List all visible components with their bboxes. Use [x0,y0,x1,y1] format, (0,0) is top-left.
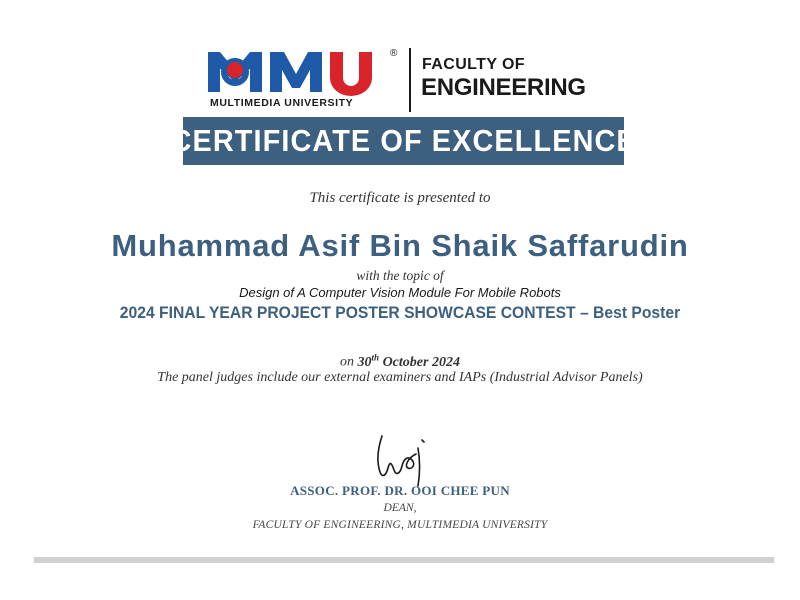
signatory-organization: FACULTY OF ENGINEERING, MULTIMEDIA UNIVERSITY [252,519,548,531]
date-suffix: th [371,352,380,362]
bottom-divider [34,557,774,563]
certificate-title-banner [170,117,637,165]
recipient-name: Muhammad Asif Bin Shaik Saffarudin [111,228,689,263]
project-topic: Design of A Computer Vision Module For Mobile Robots [239,285,561,300]
faculty-line-2: ENGINEERING [421,74,586,101]
signatory-title: DEAN, [383,502,417,514]
date-day: 30 [357,354,372,370]
mmu-logo-mark [208,48,388,96]
logo-divider [409,48,411,112]
date-rest: October 2024 [382,354,460,370]
faculty-line-1: FACULTY OF [422,56,525,73]
signatory-name: ASSOC. PROF. DR. OOI CHEE PUN [290,483,510,498]
presented-to-text: This certificate is presented to [309,190,491,206]
mmu-logo [208,48,403,112]
signature-image [372,430,442,488]
header-logo-block [208,48,608,114]
registered-mark: ® [390,48,398,59]
panel-note: The panel judges include our external examiners and IAPs (Industrial Advisor Panels) [157,370,643,385]
logo-subtitle: MULTIMEDIA UNIVERSITY [210,97,354,109]
date-prefix: on [340,354,355,370]
award-date [0,352,800,371]
contest-award: 2024 FINAL YEAR PROJECT POSTER SHOWCASE CONTEST – Best Poster [119,304,681,322]
certificate-title: CERTIFICATE OF EXCELLENCE [170,123,637,158]
with-topic-text: with the topic of [356,268,444,283]
